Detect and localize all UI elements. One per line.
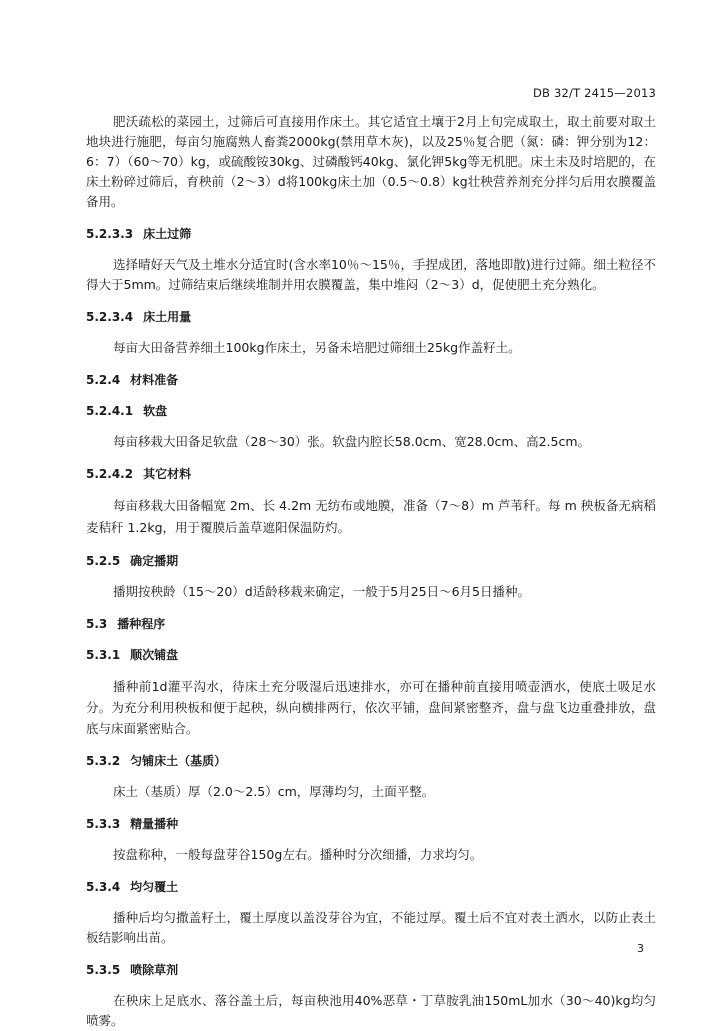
section-heading — [86, 224, 656, 244]
paragraph: 每亩移栽大田备幅宽 2m、长 4.2m 无纺布或地膜，准备（7～8）m 芦苇秆。每 m 秧板备无病稻麦秸秆 1.2kg，用于覆膜后盖草遮阳保温防灼。 — [86, 498, 656, 535]
section-number: 5.3.3 — [86, 817, 121, 831]
section-title: 床土用量 — [143, 310, 192, 324]
section-number: 5.3.1 — [86, 648, 121, 662]
section-title: 顺次铺盘 — [130, 648, 179, 662]
section-heading — [86, 370, 656, 390]
section-number: 5.2.4 — [86, 373, 121, 387]
section-title: 播种程序 — [117, 617, 166, 631]
section-heading — [86, 960, 656, 980]
section-heading — [86, 401, 656, 421]
section-number: 5.2.5 — [86, 554, 121, 568]
paragraph: 播种后均匀撒盖籽土，覆土厚度以盖没芽谷为宜，不能过厚。覆土后不宜对表土洒水，以防止表土板结影响出苗。 — [86, 910, 656, 945]
section-title: 匀铺床土（基质） — [130, 754, 227, 768]
paragraph: 在秧床上足底水、落谷盖土后，每亩秧池用40%恶草・丁草胺乳油150mL加水（30～40)kg均匀喷雾。 — [86, 993, 656, 1028]
document-body — [86, 112, 656, 1031]
paragraph: 肥沃疏松的菜园土，过筛后可直接用作床土。其它适宜土壤于2月上旬完成取土，取土前要对取土地块进行施肥，每亩匀施腐熟人畜粪2000kg(禁用草木灰)，以及25％复合肥（氮：磷：钾分别为12：6：7）（60～70）kg，或硫酸铵30kg、过磷酸钙40kg、氯化钾5kg等无机肥。床土未及时培肥的，在床土粉碎过筛后，育秧前（2～3）d将100kg床土加（0.5～0.8）kg壮秧营养剂充分拌匀后用农膜覆盖备用。 — [86, 114, 656, 209]
paragraph: 播种前1d灌平沟水，待床土充分吸湿后迅速排水，亦可在播种前直接用喷壶洒水，使底土吸足水分。为充分利用秧板和便于起秧，纵向横排两行，依次平铺，盘间紧密整齐，盘与盘飞边重叠排放，盘底与床面紧密贴合。 — [86, 679, 656, 736]
section-number: 5.3.4 — [86, 880, 121, 894]
section-number: 5.3.2 — [86, 754, 121, 768]
paragraph: 播期按秧龄（15～20）d适龄移栽来确定，一般于5月25日～6月5日播种。 — [113, 584, 531, 599]
section-heading — [86, 307, 656, 327]
section-number: 5.2.4.2 — [86, 467, 134, 481]
section-number: 5.3 — [86, 617, 108, 631]
section-heading — [86, 551, 656, 571]
section-title: 喷除草剂 — [130, 963, 179, 977]
section-heading — [86, 877, 656, 897]
section-heading — [86, 464, 656, 484]
section-number: 5.3.5 — [86, 963, 121, 977]
paragraph: 每亩大田备营养细土100kg作床土，另备未培肥过筛细土25kg作盖籽土。 — [113, 340, 521, 355]
section-title: 材料准备 — [130, 373, 179, 387]
section-number: 5.2.3.4 — [86, 310, 134, 324]
section-heading — [86, 814, 656, 834]
paragraph: 床土（基质）厚（2.0～2.5）cm，厚薄均匀，土面平整。 — [113, 784, 435, 799]
section-title: 软盘 — [143, 404, 168, 418]
section-title: 确定播期 — [130, 554, 179, 568]
section-title: 其它材料 — [143, 467, 192, 481]
paragraph: 按盘称种，一般每盘芽谷150g左右。播种时分次细播，力求均匀。 — [113, 847, 483, 862]
page-number: 3 — [637, 942, 644, 955]
section-number: 5.2.3.3 — [86, 227, 134, 241]
standard-code-header: DB 32/T 2415—2013 — [532, 86, 656, 100]
paragraph: 选择晴好天气及土堆水分适宜时(含水率10％～15％，手捏成团，落地即散)进行过筛。细土粒径不得大于5mm。过筛结束后继续堆制并用农膜覆盖，集中堆闷（2～3）d，促使肥土充分熟化。 — [86, 257, 656, 292]
section-heading — [86, 645, 656, 665]
section-heading — [86, 751, 656, 771]
section-heading — [86, 614, 656, 634]
section-title: 床土过筛 — [143, 227, 192, 241]
paragraph: 每亩移栽大田备足软盘（28～30）张。软盘内腔长58.0cm、宽28.0cm、高2.5cm。 — [113, 434, 591, 449]
section-title: 均匀覆土 — [130, 880, 179, 894]
section-title: 精量播种 — [130, 817, 179, 831]
section-number: 5.2.4.1 — [86, 404, 134, 418]
